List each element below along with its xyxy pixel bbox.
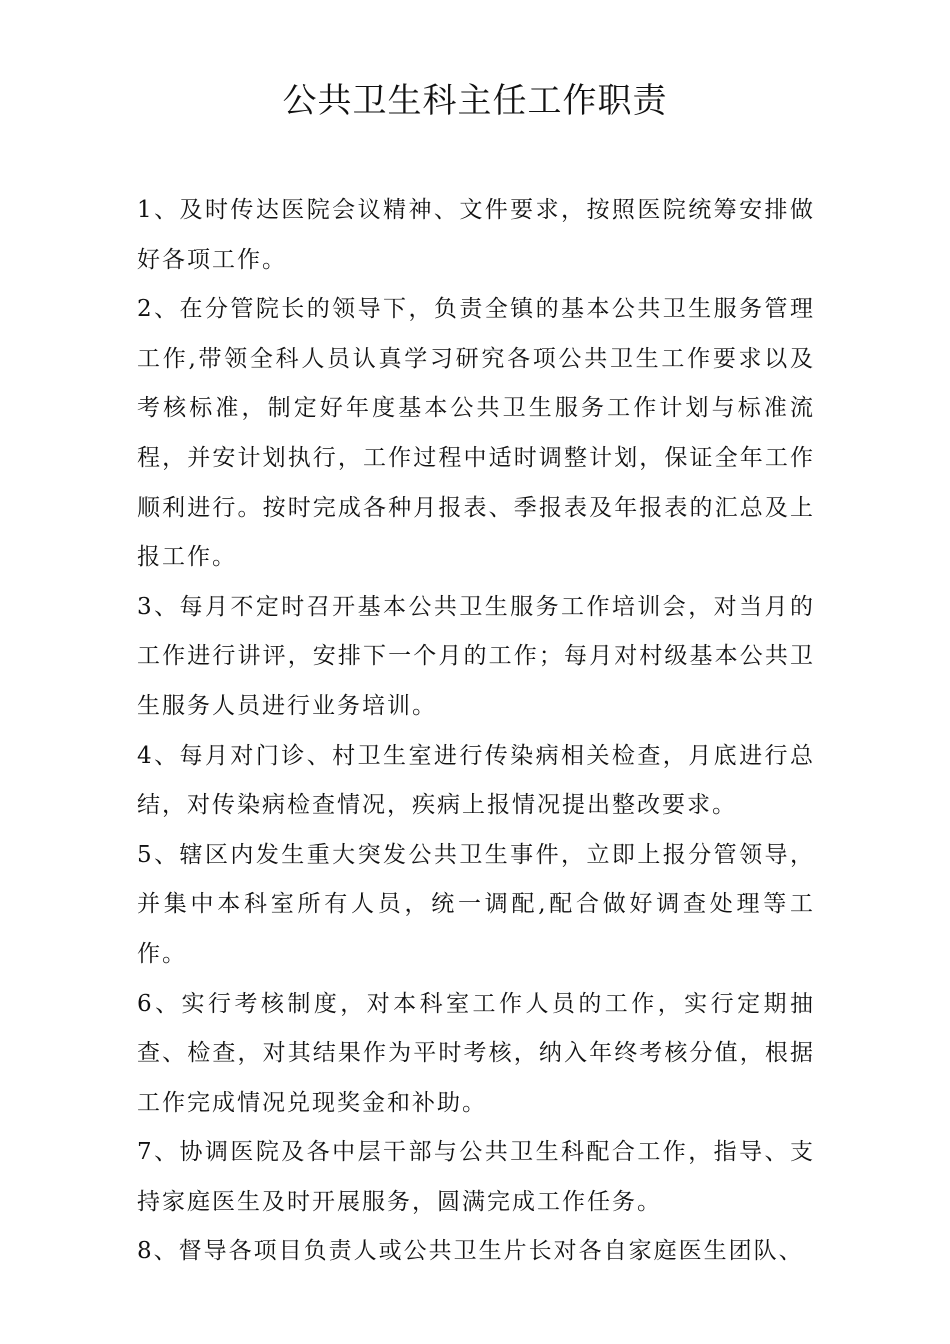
paragraph-1: 1、及时传达医院会议精神、文件要求，按照医院统筹安排做好各项工作。 bbox=[137, 197, 815, 273]
paragraph-6: 6、实行考核制度，对本科室工作人员的工作，实行定期抽查、检查，对其结果作为平时考核，纳入年终考核分值，根据工作完成情况兑现奖金和补助。 bbox=[137, 990, 815, 1116]
document-body bbox=[137, 186, 815, 1277]
paragraph-4: 4、每月对门诊、村卫生室进行传染病相关检查，月底进行总结，对传染病检查情况，疾病上报情况提出整改要求。 bbox=[137, 742, 815, 819]
paragraph-5: 5、辖区内发生重大突发公共卫生事件，立即上报分管领导，并集中本科室所有人员，统一调配,配合做好调查处理等工作。 bbox=[137, 841, 815, 967]
paragraph-3: 3、每月不定时召开基本公共卫生服务工作培训会，对当月的工作进行讲评，安排下一个月的工作；每月对村级基本公共卫生服务人员进行业务培训。 bbox=[137, 593, 815, 719]
paragraph-7: 7、协调医院及各中层干部与公共卫生科配合工作，指导、支持家庭医生及时开展服务，圆满完成工作任务。 bbox=[137, 1139, 815, 1215]
paragraph-2: 2、在分管院长的领导下，负责全镇的基本公共卫生服务管理工作,带领全科人员认真学习研究各项公共卫生工作要求以及考核标准，制定好年度基本公共卫生服务工作计划与标准流程，并安计划执行，工作过程中适时调整计划，保证全年工作顺利进行。按时完成各种月报表、季报表及年报表的汇总及上报工作。 bbox=[137, 296, 815, 571]
paragraph-8: 8、督导各项目负责人或公共卫生片长对各自家庭医生团队、 bbox=[137, 1238, 804, 1265]
document-title: 公共卫生科主任工作职责 bbox=[282, 81, 668, 121]
